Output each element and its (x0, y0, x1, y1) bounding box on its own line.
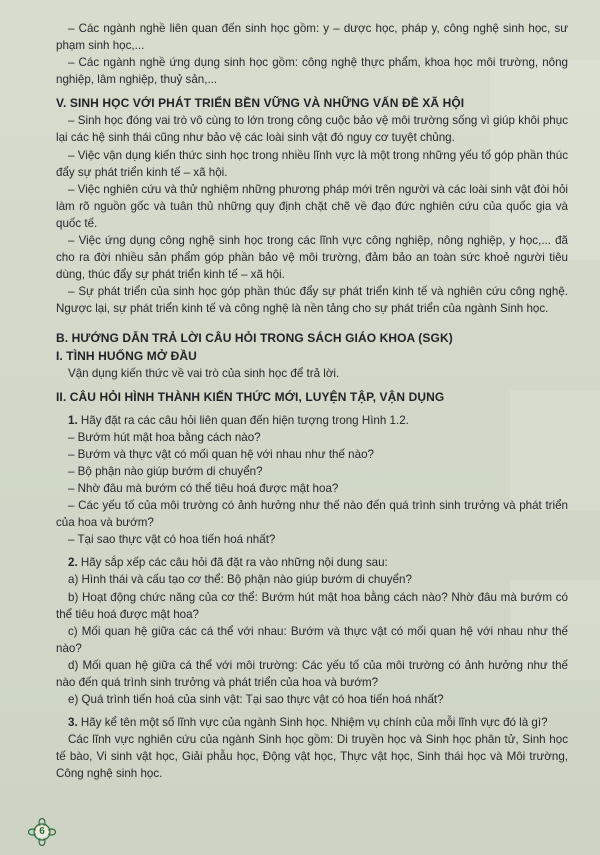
paragraph: – Việc ứng dụng công nghệ sinh học trong các lĩnh vực công nghiệp, nông nghiệp, y học,... đã cho ra đời nhiều sản phẩm góp phần bảo vệ môi trường, đảm bảo an toàn sức khoẻ người tiêu dùng, thúc đẩy sự phát triển kinh tế – xã hội. (56, 234, 568, 282)
question-text: Hãy đặt ra các câu hỏi liên quan đến hiện tượng trong Hình 1.2. (80, 413, 409, 427)
paragraph: Vận dụng kiến thức về vai trò của sinh học để trả lời. (68, 366, 340, 380)
question-text: Hãy sắp xếp các câu hỏi đã đặt ra vào những nội dung sau: (80, 556, 388, 570)
answer-paragraph: Các lĩnh vực nghiên cứu của ngành Sinh học gồm: Di truyền học và Sinh học phân tử, Sinh học tế bào, Vi sinh vật học, Giải phẫu học, Động vật học, Thực vật học, Sinh thái học và Môi trường, Công nghệ sinh học. (56, 733, 568, 781)
list-item: – Nhờ đâu mà bướm có thể tiêu hoá được mật hoa? (68, 481, 339, 495)
section-heading-v: V. SINH HỌC VỚI PHÁT TRIỂN BỀN VỮNG VÀ NHỮNG VẤN ĐỀ XÃ HỘI (56, 96, 465, 111)
paragraph: – Sinh học đóng vai trò vô cùng to lớn trong công cuộc bảo vệ môi trường sống vì giúp khôi phục lại các hệ sinh thái cũng như bảo vệ các loài sinh vật đó nguy cơ tuyệt chủng. (56, 114, 568, 145)
question-number: 2. (68, 556, 78, 570)
page-number: 6 (39, 826, 45, 837)
question-2 (56, 554, 568, 571)
list-item: a) Hình thái và cấu tạo cơ thể: Bộ phận nào giúp bướm di chuyển? (68, 573, 412, 587)
list-item: – Bướm và thực vật có mối quan hệ với nhau như thế nào? (68, 447, 374, 461)
list-item: – Bướm hút mật hoa bằng cách nào? (68, 430, 261, 444)
paragraph: – Các ngành nghề ứng dụng sinh học gồm: công nghệ thực phẩm, khoa học môi trường, nông nghiệp, lâm nghiệp, thuỷ sản,... (56, 56, 568, 87)
paragraph: – Sự phát triển của sinh học góp phần thúc đẩy sự phát triển kinh tế và nghiên cứu công nghệ. Ngược lại, sự phát triển kinh tế và công nghệ là nền tảng cho sự phát triển của ngành Sinh học. (56, 285, 568, 316)
question-text: Hãy kể tên một số lĩnh vực của ngành Sinh học. Nhiệm vụ chính của mỗi lĩnh vực đó là gì? (80, 716, 548, 730)
list-item: c) Mối quan hệ giữa các cá thể với nhau: Bướm và thực vật có mối quan hệ với nhau như thế nào? (56, 624, 568, 655)
list-item: d) Mối quan hệ giữa cá thể với môi trường: Các yếu tố của môi trường có ảnh hưởng như thế nào đến quá trình sinh trưởng và phát triển của hoa và bướm? (56, 658, 568, 689)
paragraph: – Việc vận dụng kiến thức sinh học trong nhiều lĩnh vực là một trong những yếu tố góp phần thúc đẩy sự phát triển kinh tế – xã hội. (56, 148, 568, 179)
section-heading-b: B. HƯỚNG DẪN TRẢ LỜI CÂU HỎI TRONG SÁCH GIÁO KHOA (SGK) (56, 330, 453, 345)
list-item: – Tại sao thực vật có hoa tiến hoá nhất? (68, 533, 276, 547)
question-3 (56, 714, 568, 731)
list-item: – Các yếu tố của môi trường có ảnh hưởng như thế nào đến quá trình sinh trưởng và phát triển của hoa và bướm? (56, 499, 568, 530)
subsection-heading-i: I. TÌNH HUỐNG MỞ ĐẦU (56, 348, 197, 363)
page-number-badge (28, 818, 56, 846)
subsection-heading-ii: II. CÂU HỎI HÌNH THÀNH KIẾN THỨC MỚI, LUYỆN TẬP, VẬN DỤNG (56, 389, 445, 404)
list-item: – Bộ phận nào giúp bướm di chuyển? (68, 464, 263, 478)
question-number: 3. (68, 716, 78, 730)
list-item: b) Hoạt động chức năng của cơ thể: Bướm hút mật hoa bằng cách nào? Nhờ đâu mà bướm có thể tiêu hoá được mật hoa? (56, 590, 568, 621)
question-number: 1. (68, 413, 78, 427)
paragraph: – Các ngành nghề liên quan đến sinh học gồm: y – dược học, pháp y, công nghệ sinh học, sư phạm sinh học,... (56, 22, 568, 53)
paragraph: – Việc nghiên cứu và thử nghiệm những phương pháp mới trên người và các loài sinh vật đòi hỏi làm rõ nguồn gốc và tuân thủ những quy định chặt chẽ về đạo đức nghiên cứu của quốc gia và quốc tế. (56, 182, 568, 230)
page-content (56, 20, 568, 783)
list-item: e) Quá trình tiến hoá của sinh vật: Tại sao thực vật có hoa tiến hoá nhất? (68, 693, 444, 707)
question-1 (56, 412, 568, 429)
